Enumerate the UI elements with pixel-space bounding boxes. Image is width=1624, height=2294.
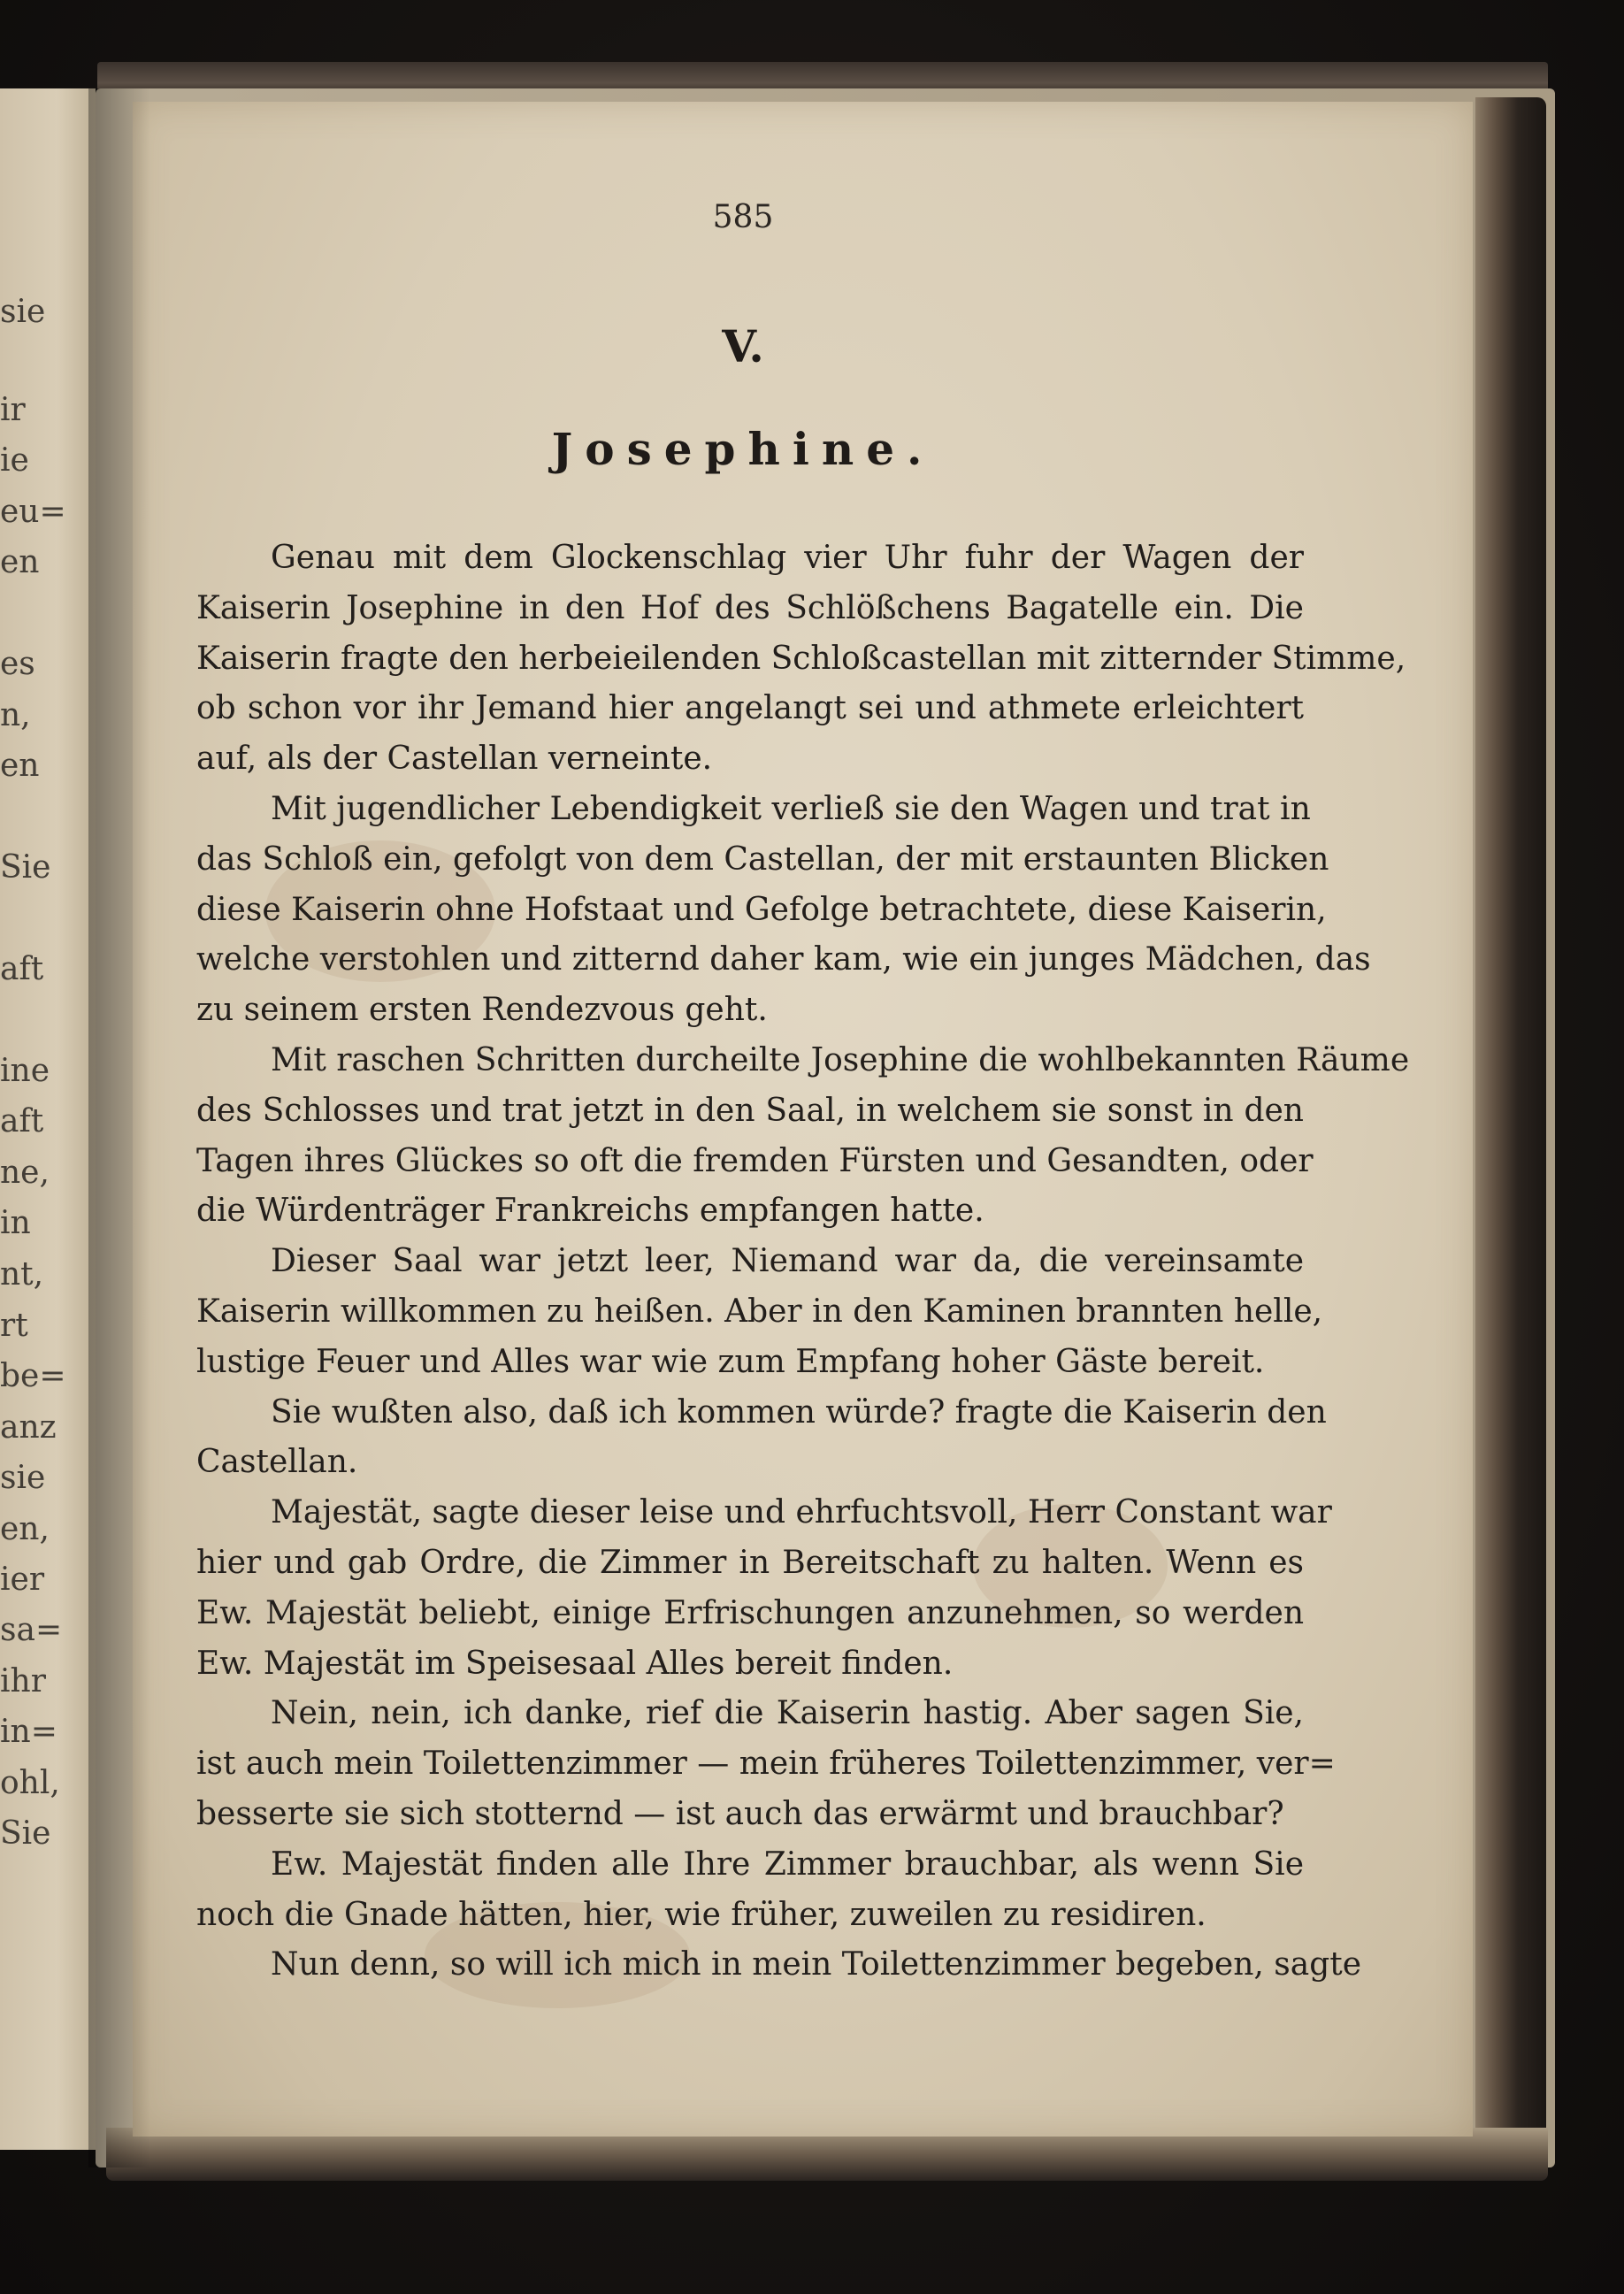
text-line: ist auch mein Toilettenzimmer — mein früheres Toilettenzimmer, ver= [196,1745,1336,1783]
left-page-fragment: be= [0,1358,66,1394]
text-line: Nein, nein, ich danke, rief die Kaiserin hastig. Aber sagen Sie, [271,1695,1304,1732]
left-page-fragment: es [0,646,35,682]
text-line: Mit jugendlicher Lebendigkeit verließ sie den Wagen und trat in [271,790,1311,827]
text-line: auf, als der Castellan verneinte. [196,740,713,778]
text-line: lustige Feuer und Alles war wie zum Empfang hoher Gäste bereit. [196,1343,1265,1380]
page-number: 585 [712,199,774,235]
text-line: Kaiserin Josephine in den Hof des Schlößchens Bagatelle ein. Die [196,589,1304,626]
text-line: Ew. Majestät finden alle Ihre Zimmer brauchbar, als wenn Sie [271,1845,1304,1883]
left-page-fragment: ihr [0,1663,46,1699]
left-page-fragment: in [0,1205,31,1241]
text-line: ob schon vor ihr Jemand hier angelangt sei und athmete erleichtert [196,690,1304,727]
left-page-fragment: ie [0,442,29,479]
text-line: Kaiserin fragte den herbeieilenden Schloßcastellan mit zitternder Stimme, [196,640,1406,677]
left-page-fragment: eu= [0,494,66,530]
book-cover-edge [1475,97,1546,2167]
left-page-fragment: sie [0,1460,46,1496]
text-line: des Schlosses und trat jetzt in den Saal, in welchem sie sonst in den [196,1092,1304,1129]
text-line: diese Kaiserin ohne Hofstaat und Gefolge betrachtete, diese Kaiserin, [196,891,1327,928]
text-line: Sie wußten also, daß ich kommen würde? fragte die Kaiserin den [271,1393,1327,1431]
left-page-fragment: nt, [0,1256,44,1293]
text-line: die Würdenträger Frankreichs empfangen hatte. [196,1193,984,1230]
text-line: Dieser Saal war jetzt leer, Niemand war da, die vereinsamte [271,1243,1304,1280]
text-line: Ew. Majestät im Speisesaal Alles bereit finden. [196,1645,954,1682]
left-page-fragment: rt [0,1308,28,1344]
text-line: Ew. Majestät beliebt, einige Erfrischungen anzunehmen, so werden [196,1594,1304,1631]
text-line: zu seinem ersten Rendezvous geht. [196,992,768,1029]
text-line: welche verstohlen und zitternd daher kam, wie ein junges Mädchen, das [196,941,1371,978]
left-page-fragment: anz [0,1409,57,1446]
left-page-fragment: ohl, [0,1765,60,1801]
left-facing-page [0,88,96,2150]
left-page-fragment: en, [0,1511,50,1547]
left-page-fragment: in= [0,1714,57,1750]
text-line: noch die Gnade hätten, hier, wie früher, zuweilen zu residiren. [196,1896,1207,1933]
left-page-fragment: aft [0,951,44,987]
text-line: Genau mit dem Glockenschlag vier Uhr fuhr der Wagen der [271,540,1304,576]
left-page-fragment: en [0,544,40,580]
left-page-fragment: ine [0,1053,50,1089]
left-page-fragment: aft [0,1103,44,1139]
left-page-fragment: ne, [0,1155,50,1191]
text-line: besserte sie sich stotternd — ist auch das erwärmt und brauchbar? [196,1795,1284,1832]
text-line: Tagen ihres Glückes so oft die fremden Fürsten und Gesandten, oder [196,1142,1314,1179]
chapter-title: Josephine. [551,423,935,475]
text-line: Mit raschen Schritten durcheilte Josephine die wohlbekannten Räume [271,1041,1410,1078]
spine-shadow [88,88,150,2167]
left-page-fragment: n, [0,697,31,733]
text-line: Majestät, sagte dieser leise und ehrfuchtsvoll, Herr Constant war [271,1494,1332,1531]
text-line: Kaiserin willkommen zu heißen. Aber in den Kaminen brannten helle, [196,1293,1323,1330]
left-page-fragment: Sie [0,849,51,886]
left-page-fragment: ir [0,392,26,428]
body-text [196,533,1410,1991]
text-line: Nun denn, so will ich mich in mein Toilettenzimmer begeben, sagte [271,1946,1362,1983]
left-page-fragment: ier [0,1561,45,1598]
left-page-fragment: Sie [0,1815,51,1852]
text-line: das Schloß ein, gefolgt von dem Castellan, der mit erstaunten Blicken [196,840,1329,878]
text-line: hier und gab Ordre, die Zimmer in Bereitschaft zu halten. Wenn es [196,1544,1304,1581]
left-page-fragment: sie [0,294,46,330]
text-line: Castellan. [196,1444,358,1481]
left-page-fragment: en [0,748,40,784]
chapter-numeral: V. [722,320,764,372]
left-page-fragment: sa= [0,1612,63,1648]
